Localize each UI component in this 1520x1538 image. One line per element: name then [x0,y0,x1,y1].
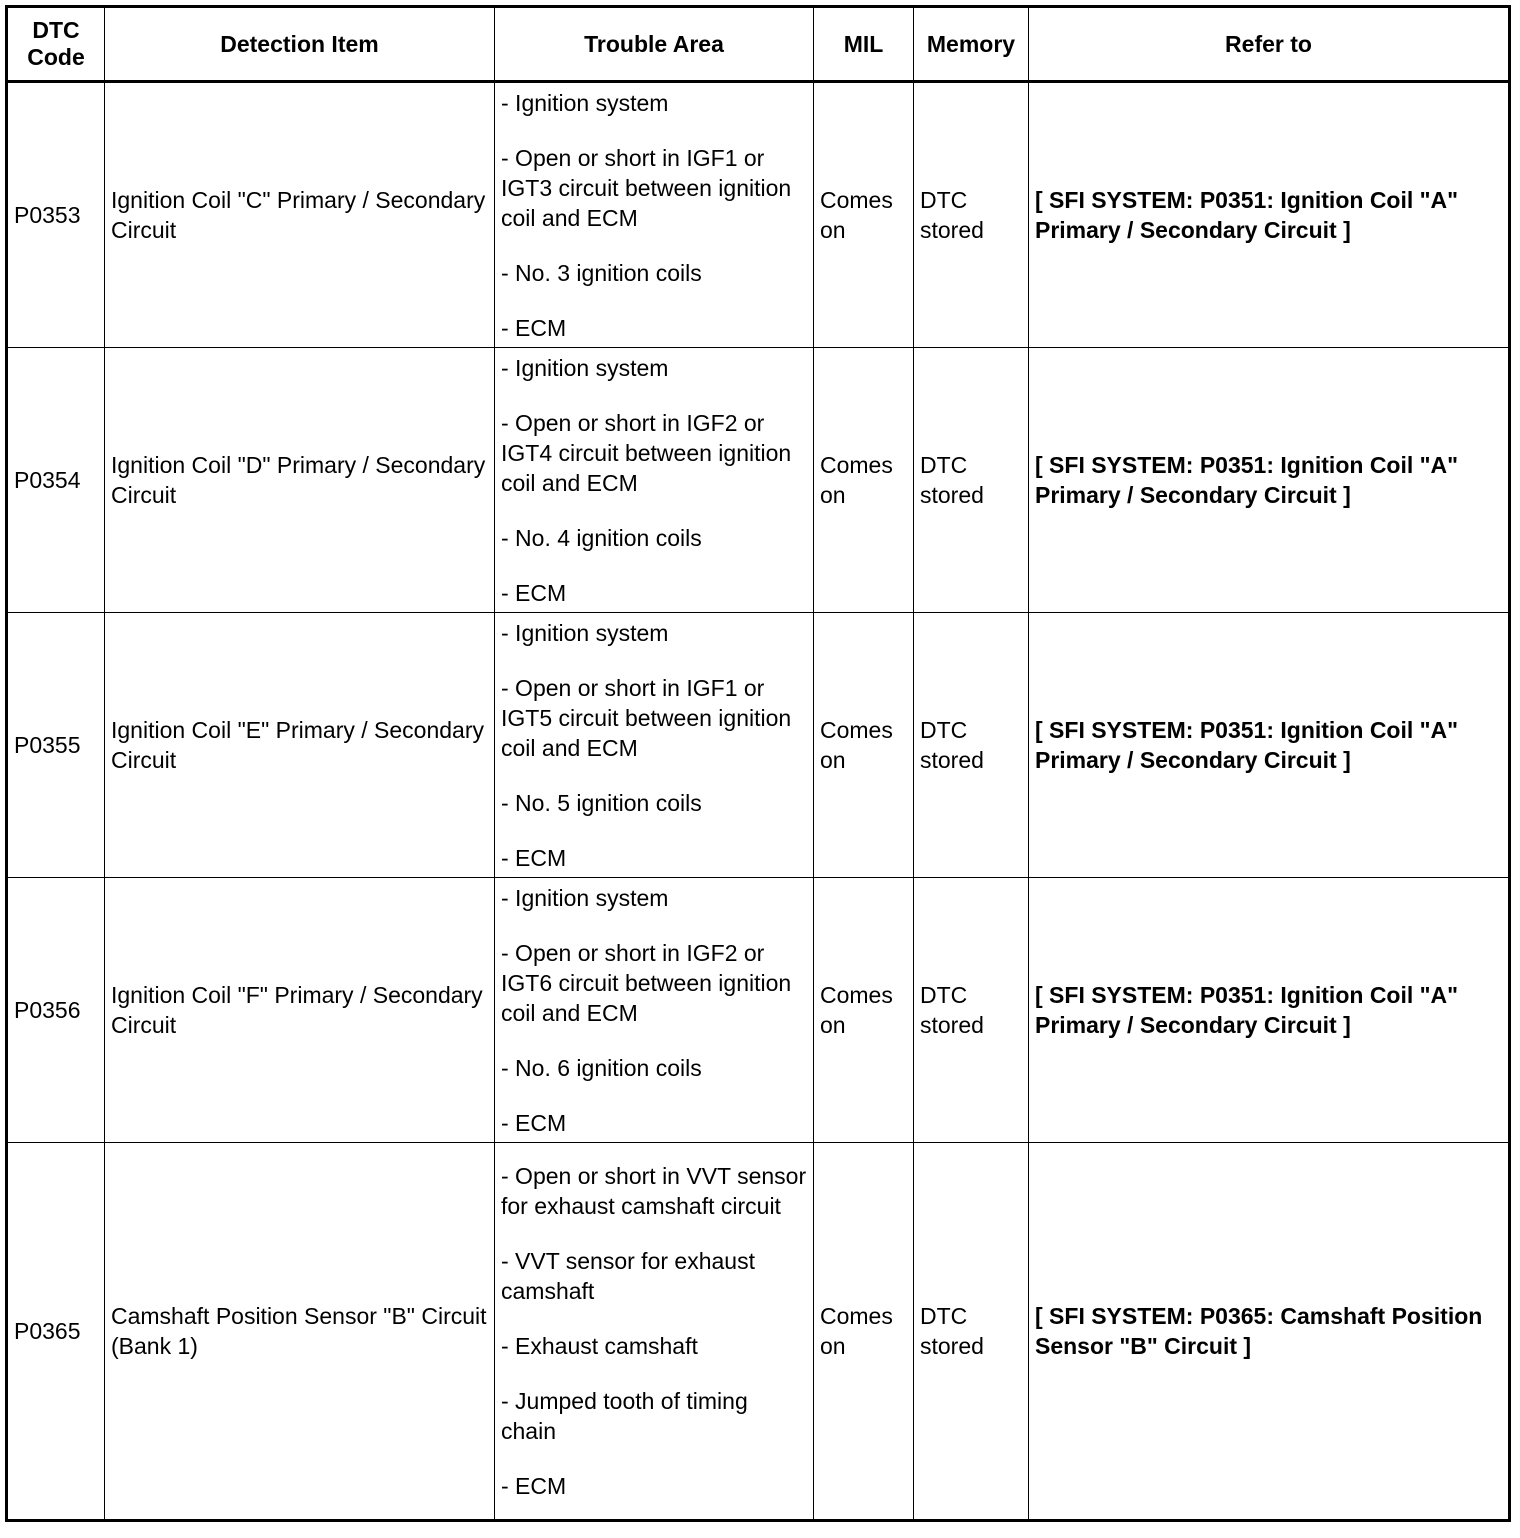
table-header [7,7,1510,82]
trouble-list [501,353,807,608]
detection-item: Ignition Coil "F" Primary / Secondary Circuit [105,878,495,1143]
trouble-item: - Open or short in IGF1 or IGT5 circuit between ignition coil and ECM [501,674,792,761]
trouble-list [501,883,807,1138]
mil-status: Comes on [814,82,914,348]
mil-status: Comes on [814,348,914,613]
detection-item: Ignition Coil "C" Primary / Secondary Circuit [105,82,495,348]
header-row [7,7,1510,82]
table-row [7,82,1510,348]
detection-item: Camshaft Position Sensor "B" Circuit (Bank 1) [105,1143,495,1521]
header-refer-to: Refer to [1029,7,1510,82]
header-mil: MIL [814,7,914,82]
refer-to: [ SFI SYSTEM: P0351: Ignition Coil "A" Primary / Secondary Circuit ] [1029,878,1510,1143]
trouble-list [501,618,807,873]
dtc-table [5,5,1511,1522]
trouble-area [495,878,814,1143]
trouble-item: - ECM [501,844,567,871]
memory-status: DTC stored [914,1143,1029,1521]
table-row [7,878,1510,1143]
dtc-code: P0353 [7,82,105,348]
dtc-code: P0354 [7,348,105,613]
detection-item: Ignition Coil "D" Primary / Secondary Circuit [105,348,495,613]
trouble-item: - Ignition system [501,619,669,646]
header-dtc-code: DTC Code [7,7,105,82]
refer-to: [ SFI SYSTEM: P0351: Ignition Coil "A" Primary / Secondary Circuit ] [1029,613,1510,878]
table-row [7,348,1510,613]
trouble-item: - Jumped tooth of timing chain [501,1388,748,1444]
refer-to: [ SFI SYSTEM: P0351: Ignition Coil "A" Primary / Secondary Circuit ] [1029,82,1510,348]
trouble-area [495,82,814,348]
mil-status: Comes on [814,878,914,1143]
refer-to: [ SFI SYSTEM: P0351: Ignition Coil "A" Primary / Secondary Circuit ] [1029,348,1510,613]
memory-status: DTC stored [914,82,1029,348]
trouble-item: - Open or short in VVT sensor for exhaust camshaft circuit [501,1163,807,1219]
trouble-list [501,1161,807,1501]
dtc-code: P0355 [7,613,105,878]
table-row [7,613,1510,878]
trouble-item: - Open or short in IGF2 or IGT6 circuit between ignition coil and ECM [501,939,792,1026]
trouble-item: - Exhaust camshaft [501,1333,698,1359]
trouble-item: - ECM [501,1109,567,1136]
trouble-item: - ECM [501,579,567,606]
table-row [7,1143,1510,1521]
trouble-list [501,88,807,343]
trouble-item: - No. 4 ignition coils [501,524,702,551]
memory-status: DTC stored [914,348,1029,613]
trouble-item: - Open or short in IGF2 or IGT4 circuit between ignition coil and ECM [501,409,792,496]
trouble-item: - No. 5 ignition coils [501,789,702,816]
trouble-item: - Ignition system [501,89,669,116]
header-detection-item: Detection Item [105,7,495,82]
trouble-item: - Ignition system [501,884,669,911]
trouble-item: - ECM [501,1473,567,1499]
trouble-area [495,613,814,878]
table-body [7,82,1510,1521]
mil-status: Comes on [814,613,914,878]
detection-item: Ignition Coil "E" Primary / Secondary Circuit [105,613,495,878]
dtc-code: P0365 [7,1143,105,1521]
trouble-area [495,1143,814,1521]
trouble-area [495,348,814,613]
header-memory: Memory [914,7,1029,82]
trouble-item: - No. 6 ignition coils [501,1054,702,1081]
trouble-item: - No. 3 ignition coils [501,259,702,286]
refer-to: [ SFI SYSTEM: P0365: Camshaft Position Sensor "B" Circuit ] [1029,1143,1510,1521]
memory-status: DTC stored [914,878,1029,1143]
trouble-item: - ECM [501,314,567,341]
trouble-item: - Open or short in IGF1 or IGT3 circuit between ignition coil and ECM [501,144,792,231]
trouble-item: - Ignition system [501,354,669,381]
memory-status: DTC stored [914,613,1029,878]
header-trouble-area: Trouble Area [495,7,814,82]
mil-status: Comes on [814,1143,914,1521]
trouble-item: - VVT sensor for exhaust camshaft [501,1248,755,1304]
dtc-code: P0356 [7,878,105,1143]
